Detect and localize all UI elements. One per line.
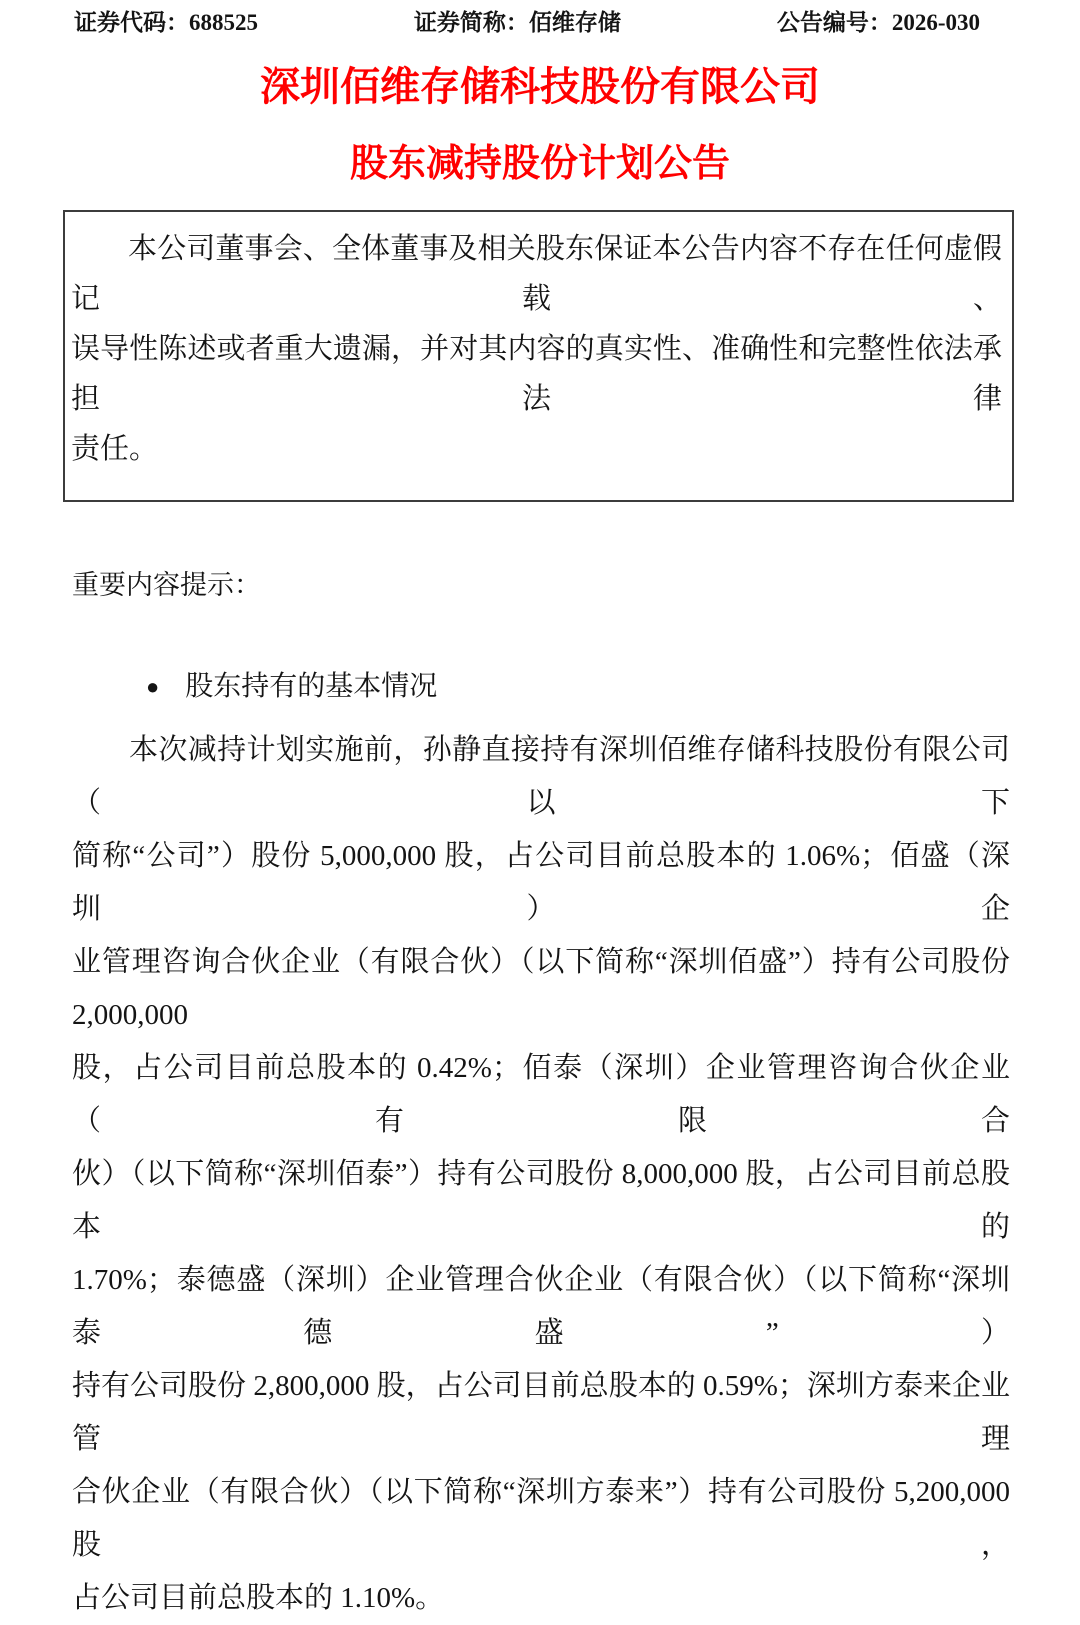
company-name-title: 深圳佰维存储科技股份有限公司: [260, 64, 820, 109]
bullet-item: [146, 668, 1080, 706]
disclaimer-line: 本公司董事会、全体董事及相关股东保证本公告内容不存在任何虚假记载、: [71, 233, 1002, 315]
stock-short-name-value: 佰维存储: [528, 10, 621, 35]
body-line: 合伙企业（有限合伙）（以下简称“深圳方泰来”）持有公司股份 5,200,000 股，: [72, 1476, 1010, 1561]
important-note-label: 重要内容提示：: [72, 570, 261, 600]
body-line: 占公司目前总股本的 1.10%。: [72, 1582, 445, 1614]
announcement-number-label: 公告编号：: [776, 10, 892, 35]
announcement-number: [777, 8, 980, 38]
stock-code-label: 证券代码：: [74, 10, 189, 35]
body-paragraph: [72, 724, 1010, 1625]
announcement-title: 股东减持股份计划公告: [349, 143, 730, 185]
disclaimer-line: 责任。: [71, 433, 159, 465]
body-line: 业管理咨询合伙企业（有限合伙）（以下简称“深圳佰盛”）持有公司股份 2,000,000: [72, 946, 1010, 1031]
document-header: [0, 0, 1080, 38]
stock-short-name: [414, 8, 621, 38]
stock-code-value: 688525: [189, 10, 258, 35]
body-line: 本次减持计划实施前，孙静直接持有深圳佰维存储科技股份有限公司（以下: [72, 734, 1010, 819]
announcement-number-value: 2026-030: [891, 10, 980, 35]
disclaimer-line: 误导性陈述或者重大遗漏，并对其内容的真实性、准确性和完整性依法承担法律: [71, 333, 1002, 415]
bullet-icon: ●: [146, 674, 160, 699]
stock-code: [74, 8, 258, 38]
disclaimer-box: [63, 210, 1014, 502]
body-line: 股，占公司目前总股本的 0.42%；佰泰（深圳）企业管理咨询合伙企业（有限合: [72, 1052, 1010, 1137]
bullet-item-label: 股东持有的基本情况: [185, 671, 438, 702]
body-line: 1.70%；泰德盛（深圳）企业管理合伙企业（有限合伙）（以下简称“深圳泰德盛”）: [72, 1264, 1010, 1349]
body-line: 伙）（以下简称“深圳佰泰”）持有公司股份 8,000,000 股，占公司目前总股本的: [72, 1158, 1010, 1243]
body-line: 持有公司股份 2,800,000 股，占公司目前总股本的 0.59%；深圳方泰来企业管理: [72, 1370, 1010, 1455]
stock-short-name-label: 证券简称：: [413, 10, 529, 35]
body-line: 简称“公司”）股份 5,000,000 股，占公司目前总股本的 1.06%；佰盛（深圳）企: [72, 840, 1010, 925]
